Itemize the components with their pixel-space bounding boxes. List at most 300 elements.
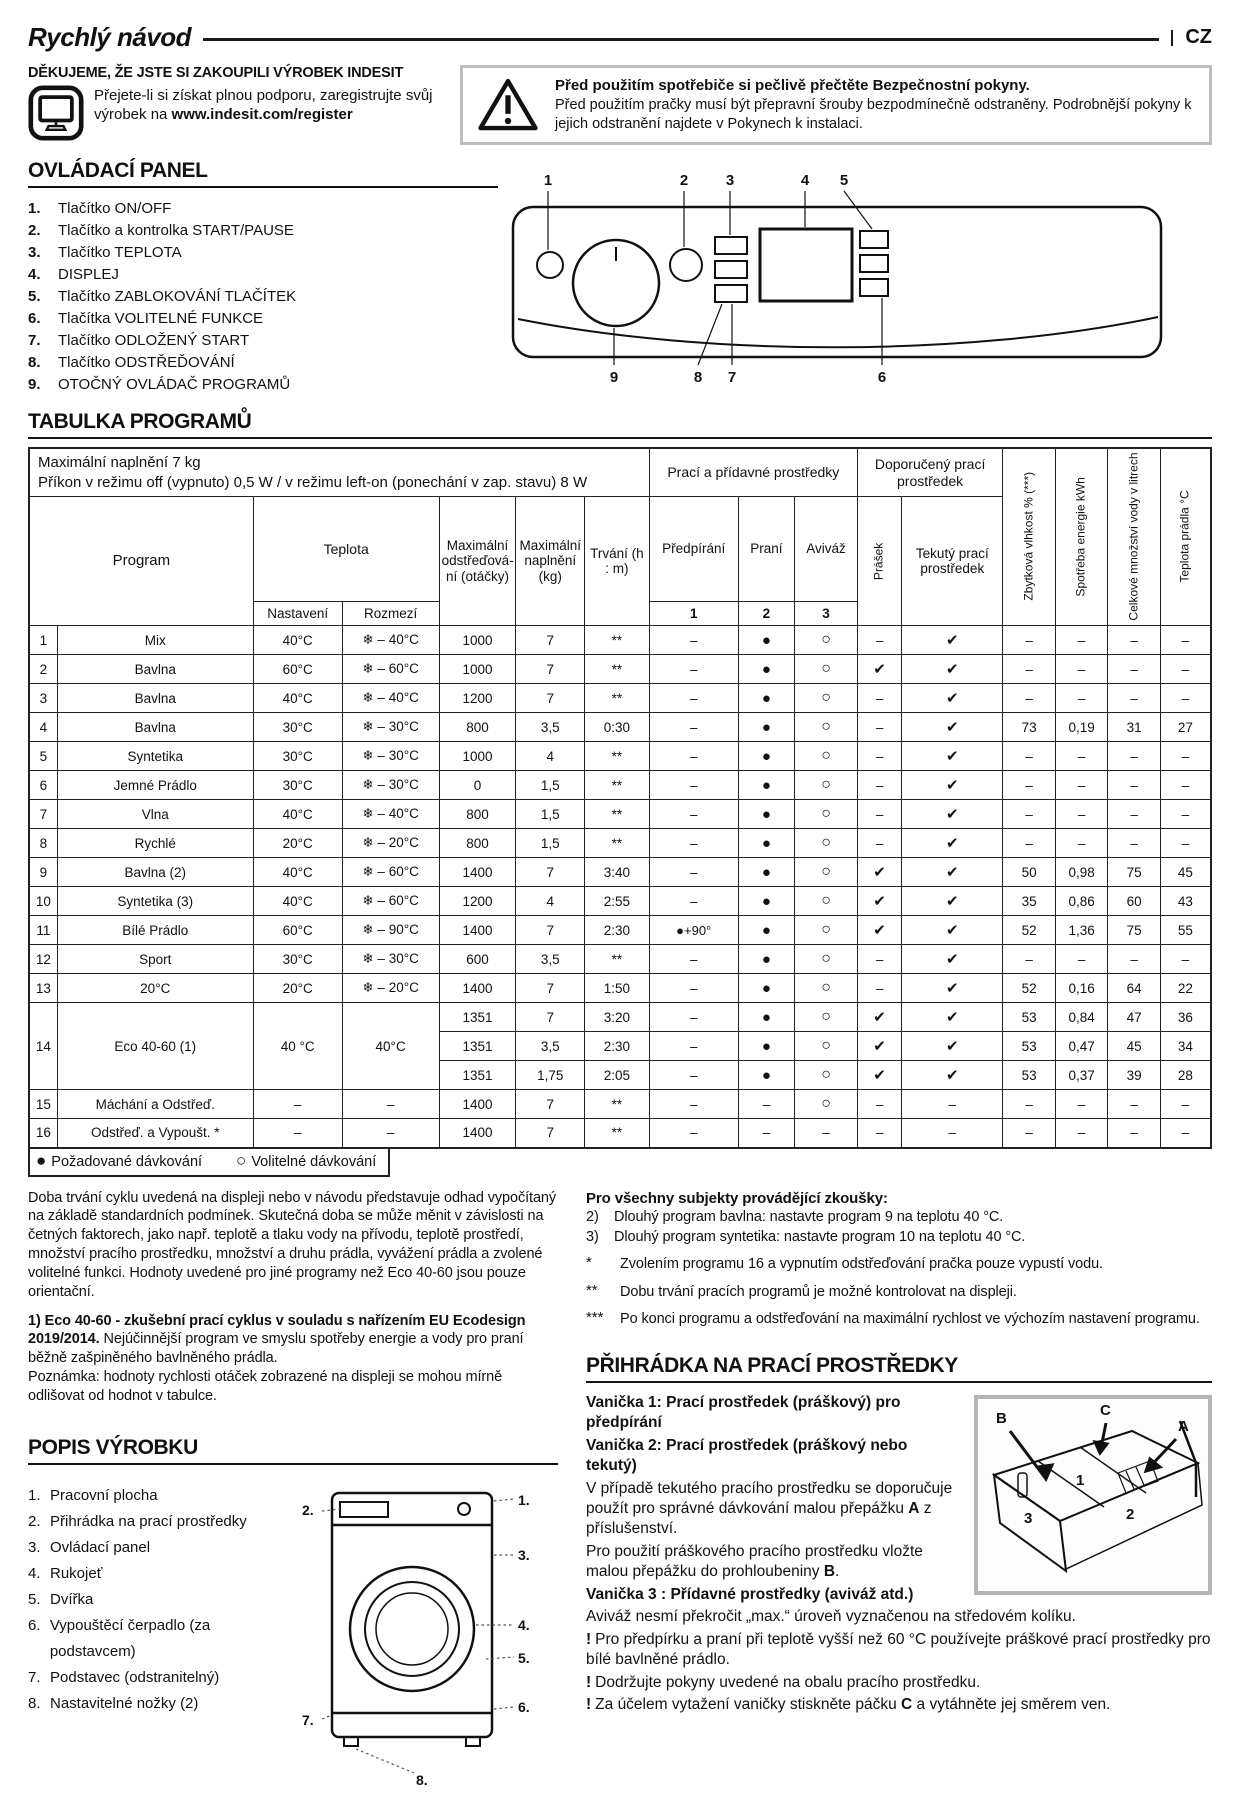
duration-header: Trvání (h : m): [585, 497, 650, 626]
table-cell: ❄ – 20°C: [342, 974, 439, 1003]
table-cell: ❄ – 60°C: [342, 858, 439, 887]
table-cell: 3:40: [585, 858, 650, 887]
table-cell: 1,5: [516, 771, 585, 800]
table-cell: 3,5: [516, 1032, 585, 1061]
legend-optional: [236, 1151, 376, 1171]
table-cell: ❄ – 30°C: [342, 742, 439, 771]
callout-8: 8: [693, 369, 703, 386]
table-cell: **: [585, 626, 650, 655]
table-cell: ✔: [902, 655, 1003, 684]
table-cell: ✔: [857, 1032, 901, 1061]
table-cell: –: [649, 1003, 738, 1032]
table-cell: –: [253, 1119, 342, 1148]
table-cell: 52: [1003, 916, 1056, 945]
table-cell: 14: [29, 1003, 57, 1090]
table-cell: –: [1003, 1119, 1056, 1148]
table-cell: 1351: [439, 1003, 516, 1032]
table-cell: ○: [795, 742, 858, 771]
filled-circle-icon: ●: [36, 1150, 47, 1170]
table-cell: 22: [1160, 974, 1211, 1003]
option-button-shape: [860, 255, 888, 272]
callout-7: 7: [727, 369, 737, 386]
table-cell: ❄ – 30°C: [342, 945, 439, 974]
table-cell: 1,75: [516, 1061, 585, 1090]
spin-header: Maximální odstřeďování (otáčky): [439, 497, 516, 626]
table-cell: 3:20: [585, 1003, 650, 1032]
table-cell: 53: [1003, 1032, 1056, 1061]
table-cell: –: [649, 945, 738, 974]
lang-divider: [1171, 30, 1173, 46]
table-cell: 75: [1108, 858, 1161, 887]
table-cell: –: [857, 945, 901, 974]
table-cell: ●: [738, 742, 795, 771]
list-item: 9. OTOČNÝ OVLÁDAČ PROGRAMŮ: [28, 376, 291, 393]
table-cell: ○: [795, 800, 858, 829]
table-cell: ✔: [902, 713, 1003, 742]
computer-monitor-icon: [28, 85, 84, 141]
washer-callout-4: 4.: [518, 1616, 530, 1633]
table-cell: 2: [29, 655, 57, 684]
table-cell: 13: [29, 974, 57, 1003]
list-item: 8. Nastavitelné nožky (2): [28, 1694, 199, 1712]
table-cell: ❄ – 60°C: [342, 655, 439, 684]
table-cell: 9: [29, 858, 57, 887]
table-cell: 12: [29, 945, 57, 974]
table-cell: ✔: [857, 655, 901, 684]
table-cell: 34: [1160, 1032, 1211, 1061]
table-cell: –: [857, 684, 901, 713]
table-cell: 40°C: [253, 800, 342, 829]
drawer-label-B: B: [996, 1409, 1007, 1427]
table-cell: 40°C: [253, 887, 342, 916]
table-cell: 30°C: [253, 713, 342, 742]
table-cell: 20°C: [253, 829, 342, 858]
eco-note: [28, 1312, 558, 1406]
control-panel-diagram: [508, 159, 1212, 396]
table-cell: ✔: [902, 945, 1003, 974]
table-cell: 1:50: [585, 974, 650, 1003]
list-item: 7. Tlačítko ODLOŽENÝ START: [28, 332, 250, 349]
table-cell: 1,36: [1055, 916, 1108, 945]
list-item: 2. Tlačítko a kontrolka START/PAUSE: [28, 222, 294, 239]
table-cell: ●+90°: [649, 916, 738, 945]
table-cell: ❄ – 40°C: [342, 626, 439, 655]
table-cell: 4: [516, 742, 585, 771]
table-cell: –: [649, 713, 738, 742]
product-description-section: [28, 1436, 558, 1800]
table-row: [29, 742, 1211, 771]
table-cell: –: [1160, 742, 1211, 771]
table-cell: –: [857, 974, 901, 1003]
table-cell: –: [649, 626, 738, 655]
page-header: [28, 22, 1212, 53]
delay-start-button-shape: [715, 261, 747, 278]
table-cell: ●: [738, 626, 795, 655]
table-cell: 4: [516, 887, 585, 916]
table-cell: –: [649, 974, 738, 1003]
table-cell: 1200: [439, 887, 516, 916]
table-cell: Syntetika: [57, 742, 253, 771]
table-cell: 1000: [439, 655, 516, 684]
compartment2-text2: Pro použití práškového pracího prostředku vložte malou přepážku do prohloubeniny B.: [586, 1542, 923, 1581]
list-item: 6. Vypouštěcí čerpadlo (za podstavcem): [28, 1616, 211, 1660]
temp-header: Teplota prádla °C: [1160, 448, 1211, 626]
table-cell: –: [1160, 829, 1211, 858]
table-cell: Máchání a Odstřeď.: [57, 1090, 253, 1119]
spin-button-shape: [715, 285, 747, 302]
page-title: Rychlý návod: [28, 22, 192, 52]
table-cell: 36: [1160, 1003, 1211, 1032]
list-item: 5. Tlačítko ZABLOKOVÁNÍ TLAČÍTEK: [28, 288, 297, 305]
table-cell: **: [585, 1090, 650, 1119]
table-cell: –: [1108, 945, 1161, 974]
power-info: Příkon v režimu off (vypnuto) 0,5 W / v režimu left-on (ponechání v zap. stavu) 8 W: [38, 473, 588, 491]
table-cell: 0,37: [1055, 1061, 1108, 1090]
warning-body: Před použitím pračky musí být přepravní šrouby bezpodmínečně odstraněny. Podrobnější pokyny k jejich odstranění najdete v Pokynech k instalaci.: [555, 97, 1192, 132]
table-cell: –: [1055, 684, 1108, 713]
thanks-block: [28, 65, 436, 145]
table-cell: –: [1003, 771, 1056, 800]
table-cell: ✔: [902, 1003, 1003, 1032]
table-cell: 75: [1108, 916, 1161, 945]
footnote-item: * Zvolením programu 16 a vypnutím odstřeďování pračka pouze vypustí vodu.: [586, 1254, 1103, 1273]
washer-door-shape: [350, 1567, 474, 1691]
dosing-legend: [28, 1149, 390, 1177]
table-cell: Bavlna: [57, 713, 253, 742]
table-row: [29, 626, 1211, 655]
table-cell: –: [649, 771, 738, 800]
table-cell: 7: [516, 655, 585, 684]
testing-title: Pro všechny subjekty provádějící zkoušky:: [586, 1189, 888, 1207]
product-parts-list: [28, 1477, 298, 1800]
table-cell: ○: [795, 1061, 858, 1090]
warning-bold-line: Před použitím spotřebiče si pečlivě přečtěte Bezpečnostní pokyny.: [555, 77, 1030, 95]
table-cell: 39: [1108, 1061, 1161, 1090]
table-cell: –: [1055, 1119, 1108, 1148]
table-cell: Sport: [57, 945, 253, 974]
table-cell: 16: [29, 1119, 57, 1148]
list-item: 4. Rukojeť: [28, 1564, 103, 1582]
table-cell: ●: [738, 1032, 795, 1061]
col3-subheader: 3: [795, 601, 858, 625]
detergent-drawer-section: [586, 1354, 1212, 1716]
callout-5: 5: [839, 172, 849, 189]
on-off-button-shape: [537, 252, 563, 278]
table-cell: 30°C: [253, 742, 342, 771]
table-cell: ●: [738, 829, 795, 858]
table-cell: 800: [439, 800, 516, 829]
list-item: 1. Tlačítko ON/OFF: [28, 200, 172, 217]
prewash-header: Předpírání: [649, 497, 738, 602]
table-row: [29, 771, 1211, 800]
table-cell: ●: [738, 887, 795, 916]
drawer-warning-1: ! Pro předpírku a praní při teplotě vyšší než 60 °C používejte práškové prací prostředky pro bílé bavlněné prádlo.: [586, 1630, 1211, 1669]
table-cell: ✔: [857, 1003, 901, 1032]
table-cell: –: [649, 1119, 738, 1148]
table-cell: ✔: [902, 771, 1003, 800]
table-cell: 1351: [439, 1061, 516, 1090]
table-cell: 0,86: [1055, 887, 1108, 916]
table-cell: –: [1108, 684, 1161, 713]
table-cell: –: [1108, 655, 1161, 684]
cycle-duration-note: Doba trvání cyklu uvedená na displeji nebo v návodu představuje odhad vypočítaný na základě standardních podmínek. Skutečná doba se může měnit v závislosti na četných faktorech, jako např. teplotě a tlaku vody na přívodu, teplotě prostředí, množství pracího prostředku, množství a druhu prádla, vyvážení prádla a zvolené volitelné funkci. Hodnoty uvedené pro jiné programy než Eco 40-60 jsou pouze orientační.: [28, 1189, 557, 1300]
table-cell: 20°C: [57, 974, 253, 1003]
washer-callout-7: 7.: [302, 1711, 314, 1728]
softener-header: Aviváž: [795, 497, 858, 602]
table-cell: 8: [29, 829, 57, 858]
table-cell: Odstřeď. a Vypoušt. *: [57, 1119, 253, 1148]
table-cell: –: [1055, 829, 1108, 858]
table-cell: 40 °C: [253, 1003, 342, 1090]
table-cell: **: [585, 1119, 650, 1148]
table-cell: ✔: [902, 1032, 1003, 1061]
table-cell: 2:30: [585, 1032, 650, 1061]
table-cell: –: [1160, 1119, 1211, 1148]
table-cell: ○: [795, 945, 858, 974]
table-cell: –: [649, 1061, 738, 1090]
table-cell: 7: [516, 1003, 585, 1032]
table-cell: 1400: [439, 916, 516, 945]
list-item: 7. Podstavec (odstranitelný): [28, 1668, 220, 1686]
table-row: [29, 829, 1211, 858]
list-item: 5. Dvířka: [28, 1590, 94, 1608]
energy-header: Spotřeba energie kWh: [1055, 448, 1108, 626]
table-cell: ✔: [857, 916, 901, 945]
drawer-compartment-1: 1: [1076, 1471, 1085, 1489]
callout-6: 6: [877, 369, 887, 386]
washer-callout-8: 8.: [416, 1771, 428, 1788]
callout-4: 4: [800, 172, 810, 189]
table-cell: –: [857, 1090, 901, 1119]
table-cell: –: [1003, 626, 1056, 655]
table-cell: 52: [1003, 974, 1056, 1003]
table-cell: ❄ – 40°C: [342, 800, 439, 829]
table-cell: ✔: [857, 858, 901, 887]
program-table: [28, 447, 1212, 1149]
table-cell: 45: [1160, 858, 1211, 887]
table-cell: 7: [516, 974, 585, 1003]
drawer-warning-3: ! Za účelem vytažení vaničky stiskněte páčku C a vytáhněte jej směrem ven.: [586, 1696, 1111, 1714]
washer-callout-5: 5.: [518, 1649, 530, 1666]
table-cell: 53: [1003, 1061, 1056, 1090]
table-cell: 4: [29, 713, 57, 742]
table-cell: Bavlna (2): [57, 858, 253, 887]
table-cell: 0: [439, 771, 516, 800]
table-cell: ✔: [902, 684, 1003, 713]
table-cell: –: [1108, 742, 1161, 771]
table-cell: 60°C: [253, 655, 342, 684]
option-button-shape: [860, 279, 888, 296]
table-row: [29, 887, 1211, 916]
table-cell: ●: [738, 800, 795, 829]
table-cell: 2:55: [585, 887, 650, 916]
table-cell: 800: [439, 713, 516, 742]
table-cell: ●: [738, 713, 795, 742]
compartment2-heading: Vanička 2: Prací prostředek (práškový nebo tekutý): [586, 1436, 908, 1475]
washer-drawing: [298, 1477, 558, 1800]
table-cell: ○: [795, 1032, 858, 1061]
table-cell: 0:30: [585, 713, 650, 742]
table-cell: 1351: [439, 1032, 516, 1061]
table-cell: 1: [29, 626, 57, 655]
table-cell: 53: [1003, 1003, 1056, 1032]
detergent-drawer-title: PŘIHRÁDKA NA PRACÍ PROSTŘEDKY: [586, 1354, 1212, 1383]
table-cell: 20°C: [253, 974, 342, 1003]
table-cell: –: [1055, 800, 1108, 829]
table-cell: –: [857, 829, 901, 858]
list-item: 1. Pracovní plocha: [28, 1486, 158, 1504]
table-cell: ○: [795, 626, 858, 655]
table-cell: –: [1003, 684, 1056, 713]
table-cell: 47: [1108, 1003, 1161, 1032]
table-cell: Mix: [57, 626, 253, 655]
table-row: [29, 684, 1211, 713]
detergents-group-header: Prací a přídavné prostředky: [649, 448, 857, 497]
table-cell: –: [738, 1119, 795, 1148]
table-cell: –: [1003, 655, 1056, 684]
washer-callout-6: 6.: [518, 1698, 530, 1715]
compartment3-heading: Vanička 3 : Přídavné prostředky (aviváž atd.): [586, 1585, 914, 1603]
table-cell: –: [649, 655, 738, 684]
legend-required-label: Požadované dávkování: [51, 1153, 203, 1170]
table-cell: Eco 40-60 (1): [57, 1003, 253, 1090]
liquid-header: Tekutý prací prostředek: [902, 497, 1003, 626]
table-cell: 40°C: [342, 1003, 439, 1090]
table-cell: –: [649, 1032, 738, 1061]
setting-subheader: Nastavení: [253, 601, 342, 625]
control-panel-title: OVLÁDACÍ PANEL: [28, 159, 498, 188]
table-cell: –: [1108, 1119, 1161, 1148]
table-cell: 7: [516, 858, 585, 887]
table-cell: –: [795, 1119, 858, 1148]
footnote-item: *** Po konci programu a odstřeďování na maximální rychlost ve výchozím nastavení programu.: [586, 1309, 1200, 1328]
table-cell: 7: [516, 1119, 585, 1148]
water-header: Celkové množství vody v litrech: [1108, 448, 1161, 626]
table-cell: ●: [738, 655, 795, 684]
table-cell: 800: [439, 829, 516, 858]
table-cell: ●: [738, 858, 795, 887]
table-cell: ✔: [902, 858, 1003, 887]
header-rule: [203, 38, 1159, 41]
table-cell: 3,5: [516, 713, 585, 742]
control-panel-list: [28, 198, 498, 396]
footnote-item: ** Dobu trvání pracích programů je možné kontrolovat na displeji.: [586, 1281, 1017, 1300]
table-cell: ●: [738, 1061, 795, 1090]
drawer-figure: [974, 1395, 1212, 1595]
table-cell: 7: [29, 800, 57, 829]
table-cell: ✔: [902, 974, 1003, 1003]
table-cell: –: [649, 829, 738, 858]
table-cell: –: [1003, 1090, 1056, 1119]
table-cell: **: [585, 945, 650, 974]
table-row: [29, 916, 1211, 945]
table-row: [29, 1003, 1211, 1032]
footnote-item: 2) Dlouhý program bavlna: nastavte program 9 na teplotu 40 °C.: [586, 1209, 1004, 1226]
table-cell: 0,16: [1055, 974, 1108, 1003]
table-row: [29, 974, 1211, 1003]
table-cell: 40°C: [253, 858, 342, 887]
table-cell: –: [1003, 742, 1056, 771]
list-item: 8. Tlačítko ODSTŘEĎOVÁNÍ: [28, 354, 235, 371]
table-cell: –: [1108, 1090, 1161, 1119]
table-cell: **: [585, 655, 650, 684]
program-table-body: [29, 626, 1211, 1148]
table-cell: –: [902, 1090, 1003, 1119]
table-cell: ✔: [902, 829, 1003, 858]
table-cell: **: [585, 829, 650, 858]
powder-header: Prášek: [857, 497, 901, 626]
table-cell: –: [1055, 655, 1108, 684]
table-cell: ○: [795, 916, 858, 945]
footnote-item: 3) Dlouhý program syntetika: nastavte program 10 na teplotu 40 °C.: [586, 1228, 1026, 1245]
callout-1: 1: [543, 172, 553, 189]
table-cell: –: [1160, 800, 1211, 829]
eco-note-rest: Nejúčinnější program ve smyslu spotřeby energie a vody pro praní běžně zašpiněného bavlněného prádla.: [28, 1331, 524, 1367]
list-item: 3. Tlačítko TEPLOTA: [28, 244, 182, 261]
testing-notes: [586, 1208, 1212, 1247]
table-cell: 31: [1108, 713, 1161, 742]
table-cell: 1000: [439, 742, 516, 771]
table-row: [29, 858, 1211, 887]
col2-subheader: 2: [738, 601, 795, 625]
table-cell: –: [1055, 1090, 1108, 1119]
table-cell: 3: [29, 684, 57, 713]
table-cell: 0,98: [1055, 858, 1108, 887]
table-info-cell: [29, 448, 649, 497]
table-cell: ✔: [902, 1061, 1003, 1090]
table-cell: –: [1160, 945, 1211, 974]
table-cell: 1000: [439, 626, 516, 655]
table-cell: **: [585, 742, 650, 771]
table-cell: –: [649, 858, 738, 887]
table-cell: Bavlna: [57, 655, 253, 684]
table-cell: –: [649, 887, 738, 916]
table-cell: 1400: [439, 1119, 516, 1148]
legend-optional-label: Volitelné dávkování: [251, 1153, 377, 1170]
program-header: Program: [29, 497, 253, 626]
table-cell: ❄ – 60°C: [342, 887, 439, 916]
table-cell: 0,19: [1055, 713, 1108, 742]
drawer-compartment-2: 2: [1126, 1505, 1135, 1523]
table-cell: Syntetika (3): [57, 887, 253, 916]
table-cell: 600: [439, 945, 516, 974]
compartment2-text1: V případě tekutého pracího prostředku se doporučuje použít pro správné dávkování malou přepážku A z příslušenství.: [586, 1479, 953, 1538]
table-cell: ❄ – 30°C: [342, 771, 439, 800]
table-cell: 60: [1108, 887, 1161, 916]
table-cell: ❄ – 40°C: [342, 684, 439, 713]
warning-triangle-icon: [477, 76, 539, 134]
table-cell: –: [857, 713, 901, 742]
table-cell: –: [1108, 829, 1161, 858]
register-text: [94, 85, 436, 141]
drawer-label-C: C: [1100, 1401, 1111, 1419]
register-text-lead: Přejete-li si získat plnou podporu, zaregistrujte svůj výrobek na: [94, 87, 433, 123]
table-row: [29, 1090, 1211, 1119]
table-cell: 7: [516, 1090, 585, 1119]
eco-note-bold: 1) Eco 40-60 - zkušební prací cyklus v souladu s nařízením EU Ecodesign 2019/2014.: [28, 1312, 526, 1348]
table-cell: Jemné Prádlo: [57, 771, 253, 800]
table-cell: ✔: [857, 1061, 901, 1090]
table-cell: 35: [1003, 887, 1056, 916]
list-item: 2. Přihrádka na prací prostředky: [28, 1512, 247, 1530]
table-cell: 1200: [439, 684, 516, 713]
callout-2: 2: [679, 172, 689, 189]
washer-drawer-shape: [340, 1502, 388, 1517]
table-cell: –: [1003, 800, 1056, 829]
table-cell: 28: [1160, 1061, 1211, 1090]
table-cell: 10: [29, 887, 57, 916]
table-cell: 1,5: [516, 829, 585, 858]
